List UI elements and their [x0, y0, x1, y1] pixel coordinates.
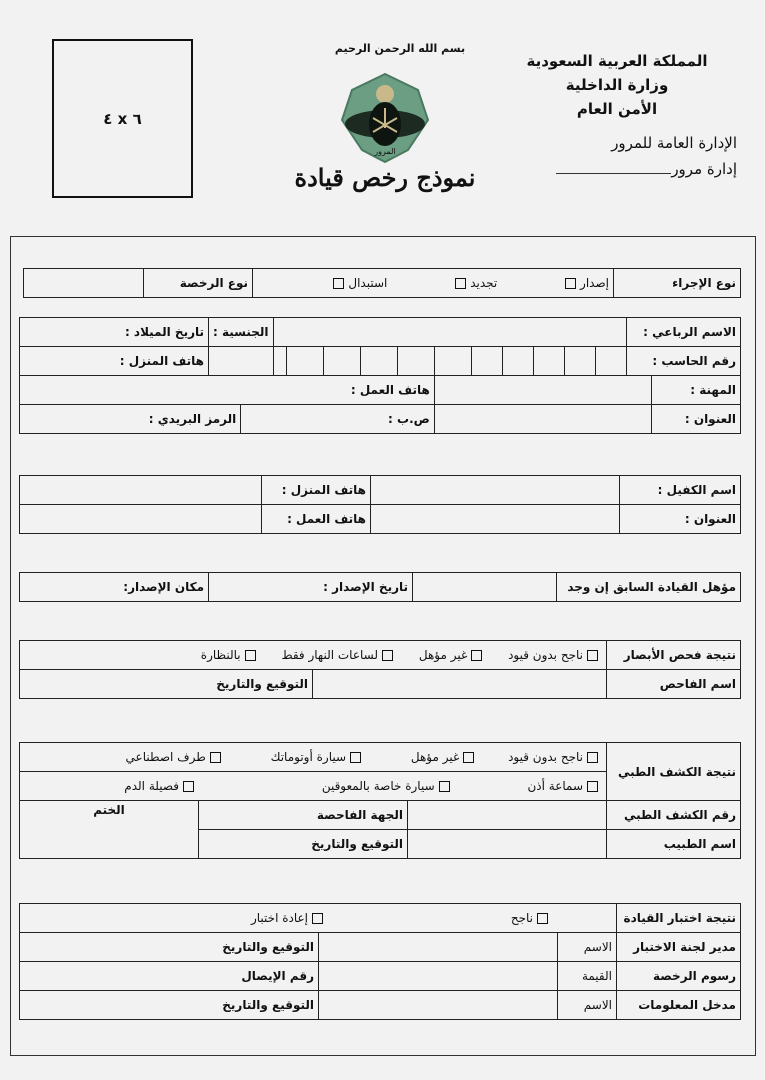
procedure-table — [23, 268, 741, 298]
driving-option-pass-label: ناجح — [510, 911, 533, 925]
sponsor-address-field[interactable] — [371, 505, 620, 534]
traffic-logo-icon — [338, 72, 432, 164]
medical-table — [19, 742, 741, 859]
applicant-table — [19, 317, 741, 434]
form-title: نموذج رخص قيادة — [294, 163, 476, 192]
option-issue-label: إصدار — [580, 276, 609, 290]
license-type-field[interactable] — [24, 269, 144, 298]
option-renew-label: تجديد — [470, 276, 498, 290]
address-label: العنوان : — [652, 405, 741, 434]
fees-value-field[interactable] — [319, 962, 558, 991]
checkbox-replace[interactable] — [333, 278, 344, 289]
checkbox-medical-prosthetic[interactable] — [210, 752, 221, 763]
vision-options — [20, 641, 607, 670]
sponsor-home-phone-field[interactable] — [20, 476, 262, 505]
medical-option-unqualified[interactable] — [411, 750, 478, 764]
committee-head-name-label: الاسم — [558, 933, 617, 962]
option-replace[interactable] — [329, 276, 387, 290]
vision-option-glasses[interactable] — [201, 648, 260, 662]
computer-no-label: رقم الحاسب : — [626, 347, 740, 376]
committee-head-name-field[interactable] — [319, 933, 558, 962]
driving-option-retest-label: إعادة اختبار — [250, 911, 308, 925]
medical-option-prosthetic-label: طرف اصطناعي — [125, 750, 206, 764]
previous-license-table — [19, 572, 741, 602]
driving-option-retest[interactable] — [251, 911, 327, 925]
checkbox-vision-pass[interactable] — [587, 650, 598, 661]
vision-sign-date-label: التوقيع والتاريخ — [20, 670, 313, 699]
sponsor-work-phone-label: هاتف العمل : — [262, 505, 371, 534]
vision-option-glasses-label: بالنظارة — [200, 648, 241, 662]
checkbox-medical-disabled-car[interactable] — [439, 781, 450, 792]
computer-no-digit[interactable] — [209, 347, 274, 376]
checkbox-driving-retest[interactable] — [312, 913, 323, 924]
computer-no-digit[interactable] — [564, 347, 595, 376]
basmala: بسم الله الرحمن الرحيم — [334, 42, 466, 55]
checkbox-issue[interactable] — [565, 278, 576, 289]
medical-option-automatic[interactable] — [271, 750, 365, 764]
driving-test-table — [19, 903, 741, 1020]
computer-no-digit[interactable] — [273, 347, 286, 376]
medical-option-prosthetic[interactable] — [126, 750, 225, 764]
issue-place-label: مكان الإصدار: — [20, 573, 209, 602]
vision-table — [19, 640, 741, 699]
procedure-options — [253, 269, 614, 298]
checkbox-medical-automatic[interactable] — [350, 752, 361, 763]
committee-sign-date-label: التوقيع والتاريخ — [20, 933, 319, 962]
work-phone-label: هاتف العمل : — [20, 376, 435, 405]
medical-option-blood-type[interactable] — [124, 779, 198, 793]
data-entry-name-label: الاسم — [558, 991, 617, 1020]
checkbox-vision-unqualified[interactable] — [471, 650, 482, 661]
traffic-dept-label: إدارة مرور — [671, 160, 737, 178]
checkbox-renew[interactable] — [455, 278, 466, 289]
sponsor-name-field[interactable] — [371, 476, 620, 505]
photo-box — [52, 39, 193, 198]
photo-size-label: ٤ x ٦ — [103, 109, 142, 128]
vision-option-unqualified[interactable] — [419, 648, 486, 662]
data-entry-sign-date-label: التوقيع والتاريخ — [20, 991, 319, 1020]
medical-option-hearing-aid-label: سماعة أذن — [527, 779, 583, 793]
vision-result-label: نتيجة فحص الأبصار — [607, 641, 741, 670]
header-traffic-dept — [552, 160, 737, 178]
examiner-field[interactable] — [313, 670, 607, 699]
computer-no-digit[interactable] — [595, 347, 626, 376]
examiner-label: اسم الفاحص — [607, 670, 741, 699]
checkbox-medical-pass[interactable] — [587, 752, 598, 763]
vision-option-pass[interactable] — [508, 648, 602, 662]
header-general-traffic: الإدارة العامة للمرور — [611, 134, 737, 152]
previous-license-label: مؤهل القيادة السابق إن وجد — [557, 573, 741, 602]
vision-option-unqualified-label: غير مؤهل — [418, 648, 468, 662]
home-phone-label: هاتف المنزل : — [20, 347, 209, 376]
vision-option-pass-label: ناجح بدون قيود — [508, 648, 583, 662]
computer-no-digit[interactable] — [471, 347, 502, 376]
checkbox-driving-pass[interactable] — [537, 913, 548, 924]
sponsor-work-phone-field[interactable] — [20, 505, 262, 534]
option-replace-label: استبدال — [348, 276, 388, 290]
logo-text: المرور — [374, 147, 396, 156]
sponsor-table — [19, 475, 741, 534]
medical-option-pass-label: ناجح بدون قيود — [508, 750, 583, 764]
po-box-label: ص.ب : — [241, 405, 435, 434]
computer-no-digit[interactable] — [533, 347, 564, 376]
full-name-field[interactable] — [273, 318, 626, 347]
medical-option-disabled-car[interactable] — [322, 779, 454, 793]
medical-options-row2 — [20, 772, 607, 801]
sponsor-home-phone-label: هاتف المنزل : — [262, 476, 371, 505]
full-name-label: الاسم الرباعي : — [626, 318, 740, 347]
medical-options-row1 — [20, 743, 607, 772]
medical-option-automatic-label: سيارة أوتوماتك — [270, 750, 347, 764]
header-public-security: الأمن العام — [576, 100, 658, 118]
driving-test-options — [20, 904, 617, 933]
address-field[interactable] — [434, 405, 651, 434]
checkbox-vision-daylight[interactable] — [382, 650, 393, 661]
medical-option-hearing-aid[interactable] — [527, 779, 602, 793]
vision-option-daylight[interactable] — [281, 648, 397, 662]
birth-date-label: تاريخ الميلاد : — [20, 318, 209, 347]
checkbox-vision-glasses[interactable] — [245, 650, 256, 661]
computer-no-digit[interactable] — [397, 347, 434, 376]
medical-sign-date-label: التوقيع والتاريخ — [199, 830, 408, 859]
vision-option-daylight-label: لساعات النهار فقط — [281, 648, 379, 662]
license-type-label: نوع الرخصة — [144, 269, 253, 298]
checkbox-medical-unqualified[interactable] — [463, 752, 474, 763]
occupation-field[interactable] — [434, 376, 651, 405]
driving-option-pass[interactable] — [511, 911, 552, 925]
nationality-label: الجنسية : — [209, 318, 274, 347]
medical-option-unqualified-label: غير مؤهل — [410, 750, 460, 764]
medical-option-disabled-car-label: سيارة خاصة بالمعوقين — [321, 779, 435, 793]
license-fees-label: رسوم الرخصة — [617, 962, 741, 991]
examining-body-label: الجهة الفاحصة — [199, 801, 408, 830]
receipt-no-label: رقم الإيصال — [20, 962, 319, 991]
data-entry-name-field[interactable] — [319, 991, 558, 1020]
sponsor-name-label: اسم الكفيل : — [620, 476, 741, 505]
checkbox-medical-blood-type[interactable] — [183, 781, 194, 792]
option-issue[interactable] — [561, 276, 609, 290]
doctor-name-label: اسم الطبيب — [607, 830, 741, 859]
postal-code-label: الرمز البريدي : — [20, 405, 241, 434]
computer-no-digit[interactable] — [323, 347, 360, 376]
procedure-label: نوع الإجراء — [614, 269, 741, 298]
driving-test-label: نتيجة اختبار القيادة — [617, 904, 741, 933]
checkbox-medical-hearing-aid[interactable] — [587, 781, 598, 792]
computer-no-digit[interactable] — [360, 347, 397, 376]
medical-report-no-label: رقم الكشف الطبي — [607, 801, 741, 830]
header-ministry: وزارة الداخلية — [565, 76, 669, 94]
option-renew[interactable] — [451, 276, 497, 290]
medical-option-blood-type-label: فصيلة الدم — [124, 779, 179, 793]
medical-result-label: نتيجة الكشف الطبي — [607, 743, 741, 801]
computer-no-digit[interactable] — [434, 347, 471, 376]
data-entry-label: مدخل المعلومات — [617, 991, 741, 1020]
previous-license-field[interactable] — [413, 573, 557, 602]
header-country: المملكة العربية السعودية — [526, 52, 708, 70]
computer-no-digit[interactable] — [502, 347, 533, 376]
sponsor-address-label: العنوان : — [620, 505, 741, 534]
computer-no-digit[interactable] — [286, 347, 323, 376]
doctor-name-field[interactable] — [408, 830, 607, 859]
stamp-label: الختم — [20, 801, 199, 859]
occupation-label: المهنة : — [652, 376, 741, 405]
fees-value-label: القيمة — [558, 962, 617, 991]
committee-head-label: مدير لجنة الاختبار — [617, 933, 741, 962]
medical-report-no-field[interactable] — [408, 801, 607, 830]
traffic-dept-field[interactable] — [556, 173, 671, 174]
issue-date-label: تاريخ الإصدار : — [209, 573, 413, 602]
medical-option-pass[interactable] — [508, 750, 602, 764]
